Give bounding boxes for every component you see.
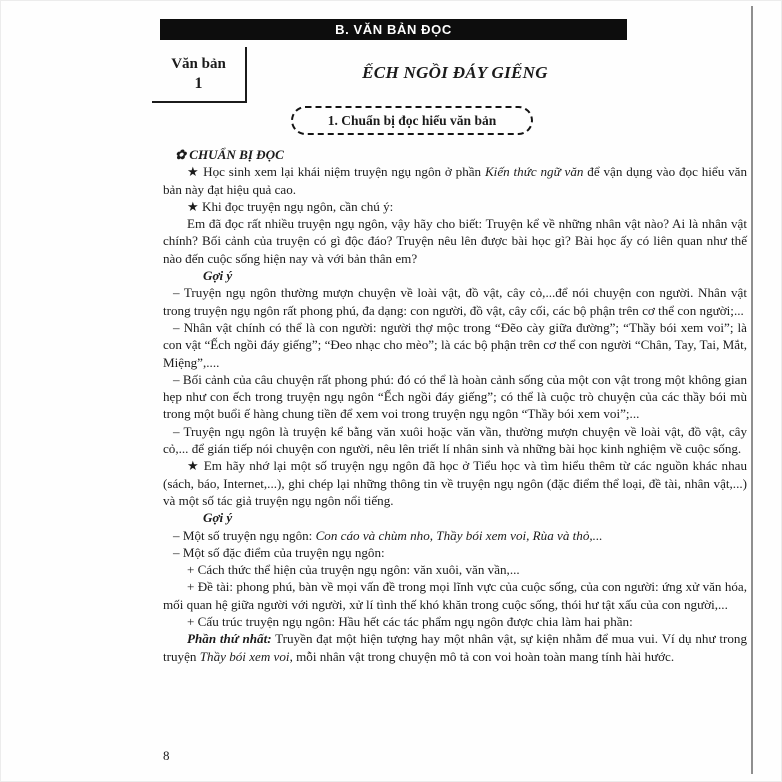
page-number: 8 [163, 748, 170, 763]
lesson-title: ẾCH NGỒI ĐÁY GIẾNG [362, 63, 548, 82]
lesson-number: 1 [194, 74, 203, 92]
hint-label: Gợi ý [203, 510, 233, 526]
paragraph: ★ Khi đọc truyện ngụ ngôn, cần chú ý: [187, 198, 394, 214]
section-header-bar [160, 19, 627, 40]
section-pill: 1. Chuẩn bị đọc hiểu văn bản [291, 106, 533, 135]
paragraph: – Truyện ngụ ngôn thường mượn chuyện về loài vật, đồ vật, cây cỏ,...để nói chuyện con người. Nhân vật trong truyện ngụ ngôn rất phong phú, đa dạng: con người, đồ vật, cây cối, các bộ phận trên cơ thể con người;... [163, 285, 747, 318]
page-content [163, 146, 747, 665]
paragraph: – Nhân vật chính có thể là con người: người thợ mộc trong “Đẽo cày giữa đường”; “Thầy bói xem voi”; là con vật “Ếch ngồi đáy giếng”; “Đeo nhạc cho mèo”; là các bộ phận trên cơ thể con người “Chân, Tay, Tai, Mắt, Miệng”,.... [163, 319, 747, 370]
paragraph: Em đã đọc rất nhiều truyện ngụ ngôn, vậy hãy cho biết: Truyện kể về những nhân vật nào? Ai là nhân vật chính? Bối cảnh của truyện có gì độc đáo? Truyện nêu lên được bài học gì? Bài học ấy có liên quan như thế nào đến cuộc sống hiện nay và với bản thân em? [163, 216, 747, 266]
paragraph: – Truyện ngụ ngôn là truyện kể bằng văn xuôi hoặc văn vần, thường mượn chuyện về loài vật, đồ vật, cây cỏ,... để gián tiếp nói chuyện con người, nêu lên triết lí nhân sinh và những bài học kinh nghiệm về cuộc sống. [163, 423, 747, 457]
paragraph: ★ Em hãy nhớ lại một số truyện ngụ ngôn đã học ở Tiểu học và tìm hiểu thêm từ các nguồn khác nhau (sách, báo, Internet,...), ghi chép lại những thông tin về truyện ngụ ngôn (đặc điểm thể loại, đề tài, nhân vật,...) và một số tác giả truyện ngụ ngôn nổi tiếng. [163, 458, 747, 508]
paragraph: + Đề tài: phong phú, bàn về mọi vấn đề trong mọi lĩnh vực của cuộc sống, của con người: ứng xử văn hóa, mối quan hệ giữa người với người, xử lí tình thế khó khăn trong cuộc sống, thói hư tật xấu của con người,... [163, 579, 747, 612]
paragraph: – Một số đặc điểm của truyện ngụ ngôn: [173, 544, 385, 560]
paragraph: + Cách thức thể hiện của truyện ngụ ngôn: văn xuôi, văn vần,... [187, 562, 520, 578]
paragraph: + Cấu trúc truyện ngụ ngôn: Hầu hết các tác phẩm ngụ ngôn được chia làm hai phần: [187, 614, 633, 630]
section-title: B. VĂN BẢN ĐỌC [335, 22, 452, 37]
hint-label: Gợi ý [203, 268, 233, 284]
paragraph: – Bối cảnh của câu chuyện rất phong phú: đó có thể là hoàn cảnh sống của một con vật trong một không gian hẹp như con ếch trong truyện ngụ ngôn “Ếch ngồi đáy giếng”; có thể là cuộc trò chuyện của các thầy bói mù trong một buổi ế hàng chung tiền để xem voi trong truyện ngụ ngôn “Thầy bói xem voi”;... [163, 371, 747, 422]
paragraph: Phần thứ nhất: Truyền đạt một hiện tượng hay một nhân vật, sự kiện nhằm để mua vui. Ví dụ như trong truyện Thầy bói xem voi, mỗi nhân vật trong chuyện mô tả con voi hoàn toàn mang tính hài hước. [163, 631, 747, 664]
lesson-label: Văn bản [171, 55, 226, 72]
paragraph: ★ Học sinh xem lại khái niệm truyện ngụ ngôn ở phần Kiến thức ngữ văn để vận dụng vào đọc hiểu văn bản này đạt hiệu quả cao. [163, 164, 748, 197]
page-right-border [751, 6, 753, 774]
content-heading: ✿ CHUẨN BỊ ĐỌC [175, 147, 284, 162]
paragraph: – Một số truyện ngụ ngôn: Con cáo và chùm nho, Thầy bói xem voi, Rùa và thỏ,... [173, 527, 603, 543]
